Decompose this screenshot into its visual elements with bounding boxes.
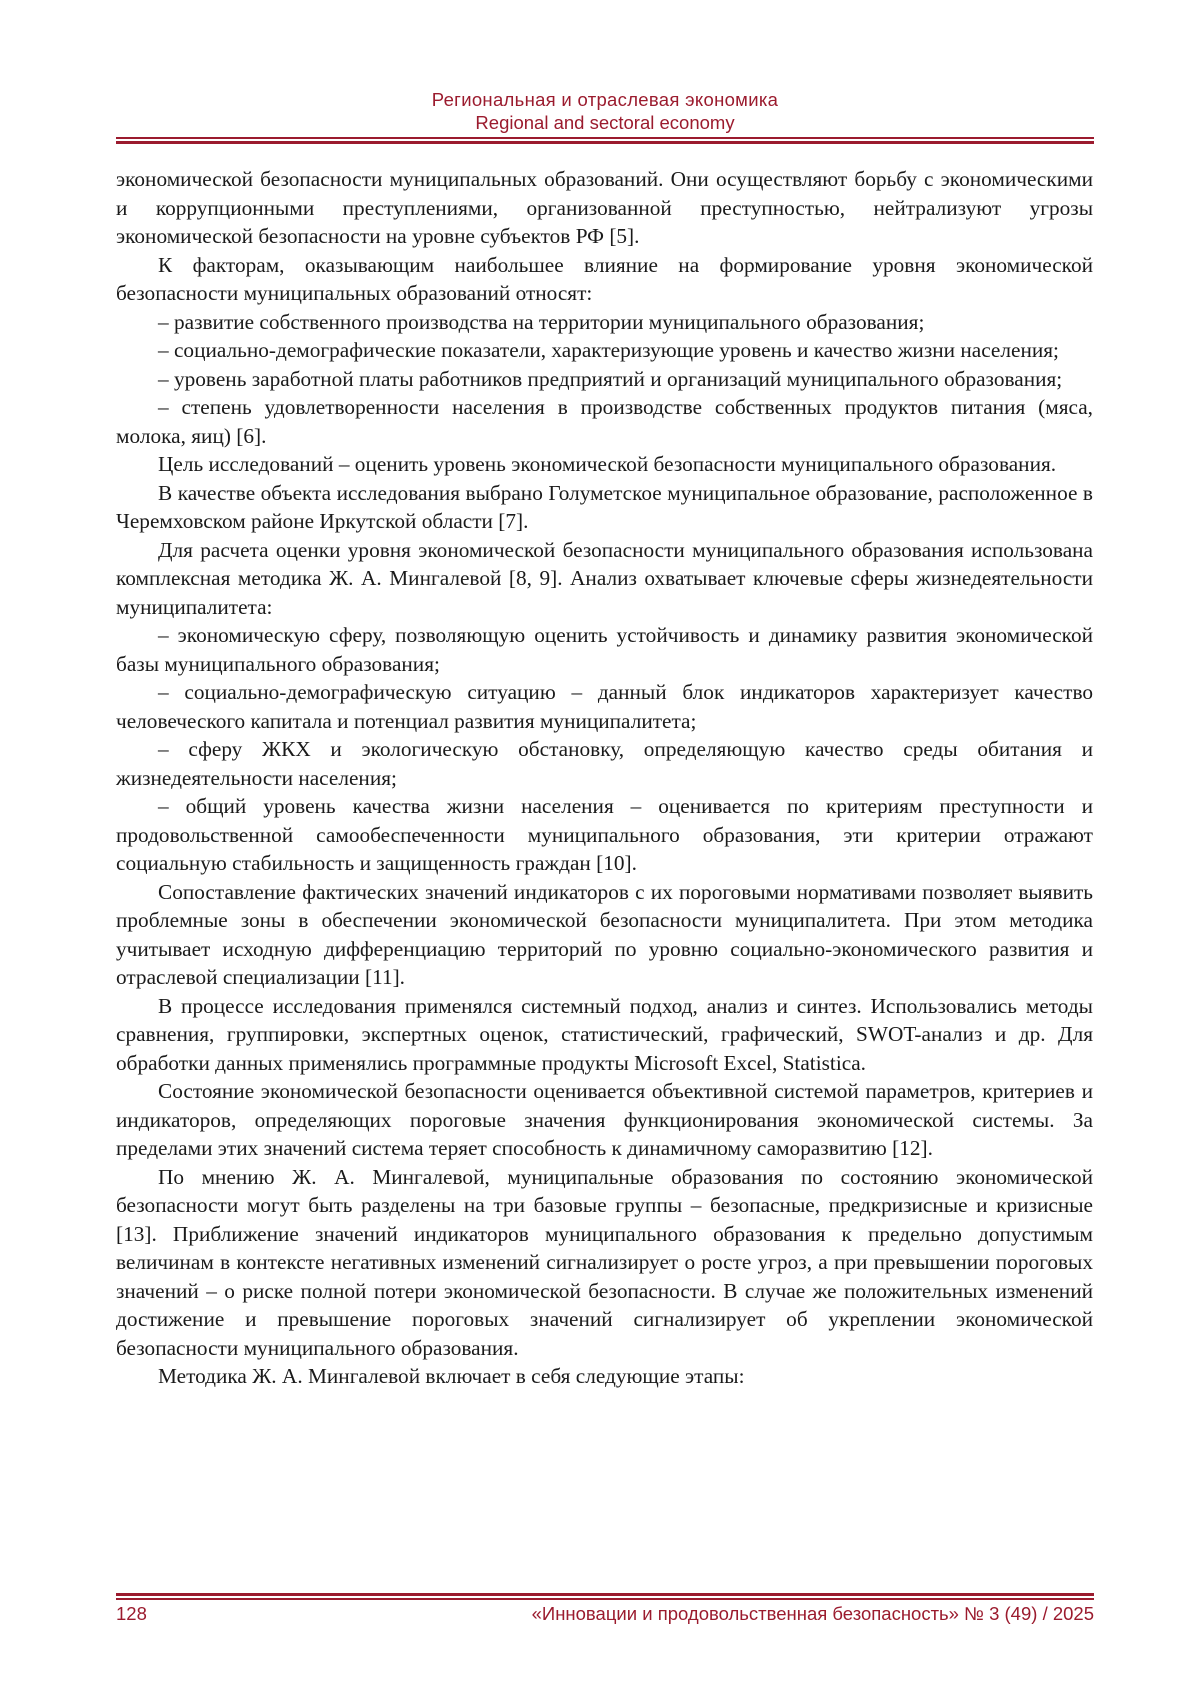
header-rule-thin	[116, 137, 1094, 139]
paragraph: В качестве объекта исследования выбрано Голуметское муниципальное образование, расположенное в Черемховском районе Иркутской области [7].	[116, 480, 1093, 533]
paragraph: Сопоставление фактических значений индикаторов с их пороговыми нормативами позволяет выявить проблемные зоны в обеспечении экономической безопасности муниципалитета. При этом методика учитывает исходную дифференциацию территорий по уровню социально-экономического развития и отраслевой специализации [11].	[116, 879, 1093, 989]
running-header	[116, 88, 1094, 134]
list-item: – социально-демографические показатели, характеризующие уровень и качество жизни населения;	[158, 338, 1059, 362]
footer-rule-thin	[116, 1598, 1094, 1600]
list-item: – социально-демографическую ситуацию – данный блок индикаторов характеризует качество человеческого капитала и потенциал развития муниципалитета;	[116, 680, 1093, 733]
list-item: – экономическую сферу, позволяющую оценить устойчивость и динамику развития экономической базы муниципального образования;	[116, 623, 1093, 676]
paragraph: К факторам, оказывающим наибольшее влияние на формирование уровня экономической безопасности муниципальных образований относят:	[116, 252, 1093, 305]
journal-issue: «Инновации и продовольственная безопасность» № 3 (49) / 2025	[531, 1603, 1094, 1624]
list-item: – развитие собственного производства на территории муниципального образования;	[158, 309, 925, 334]
paragraph: В процессе исследования применялся системный подход, анализ и синтез. Использовались методы сравнения, группировки, экспертных оценок, статистический, графический, SWOT-анализ и др. Для обработки данных применялись программные продукты Microsoft Excel, Statistica.	[116, 993, 1093, 1075]
paragraph: По мнению Ж. А. Мингалевой, муниципальные образования по состоянию экономической безопасности могут быть разделены на три базовые группы – безопасные, предкризисные и кризисные [13]. Приближение значений индикаторов муниципального образования к предельно допустимым величинам в контексте негативных изменений сигнализирует о росте угроз, а при превышении пороговых значений – о риске полной потери экономической безопасности. В случае же положительных изменений достижение и превышение пороговых значений сигнализирует об укреплении экономической безопасности муниципального образования.	[116, 1164, 1093, 1360]
header-rule-thick	[116, 141, 1094, 144]
paragraph: экономической безопасности муниципальных образований. Они осуществляют борьбу с экономическими и коррупционными преступлениями, организованной преступностью, нейтрализуют угрозы экономической безопасности на уровне субъектов РФ [5].	[116, 167, 1093, 248]
paragraph: Методика Ж. А. Мингалевой включает в себя следующие этапы:	[158, 1364, 745, 1388]
list-item: – сферу ЖКХ и экологическую обстановку, определяющую качество среды обитания и жизнедеятельности населения;	[116, 737, 1093, 790]
article-body	[116, 165, 1093, 1391]
paragraph: Цель исследований – оценить уровень экономической безопасности муниципального образования.	[158, 452, 1057, 476]
section-title-en: Regional and sectoral economy	[475, 112, 735, 133]
list-item: – уровень заработной платы работников предприятий и организаций муниципального образования;	[158, 366, 1063, 391]
paragraph: Для расчета оценки уровня экономической безопасности муниципального образования использована комплексная методика Ж. А. Мингалевой [8, 9]. Анализ охватывает ключевые сферы жизнедеятельности муниципалитета:	[116, 537, 1093, 619]
section-title-ru: Региональная и отраслевая экономика	[431, 89, 779, 110]
list-item: – степень удовлетворенности населения в производстве собственных продуктов питания (мяса, молока, яиц) [6].	[116, 395, 1093, 448]
paragraph: Состояние экономической безопасности оценивается объективной системой параметров, критериев и индикаторов, определяющих пороговые значения функционирования экономической системы. За пределами этих значений система теряет способность к динамичному саморазвитию [12].	[116, 1079, 1093, 1160]
list-item: – общий уровень качества жизни населения – оценивается по критериям преступности и продовольственной самообеспеченности муниципального образования, эти критерии отражают социальную стабильность и защищенность граждан [10].	[116, 794, 1093, 875]
footer-rule-thick	[116, 1593, 1094, 1596]
page-number: 128	[116, 1603, 147, 1624]
